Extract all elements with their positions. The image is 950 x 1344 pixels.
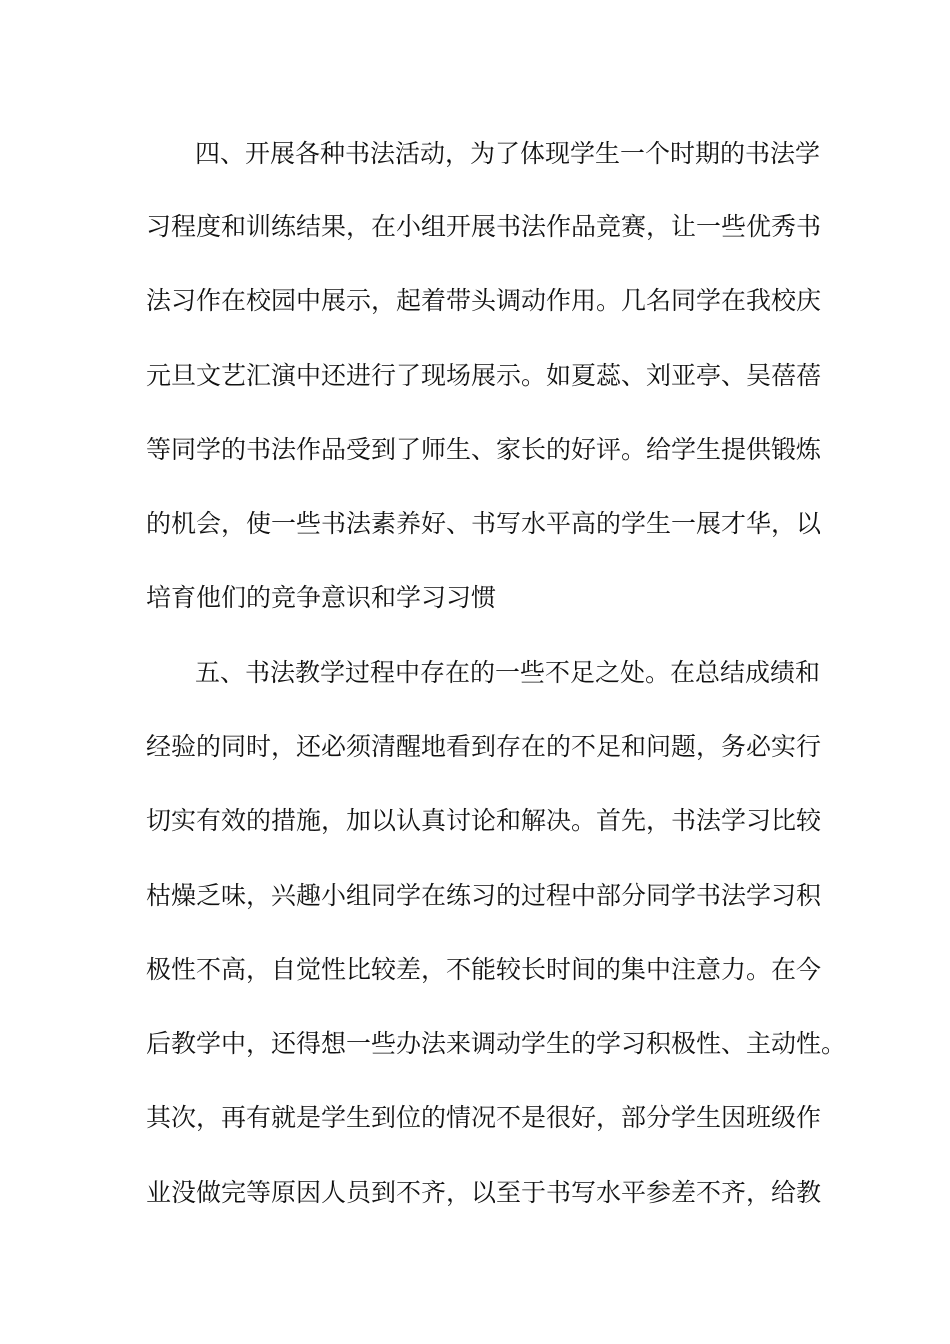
paragraph-5-line-8: 业没做完等原因人员到不齐，以至于书写水平参差不齐，给教: [146, 1178, 822, 1207]
paragraph-5-line-3: 切实有效的措施，加以认真讨论和解决。首先，书法学习比较: [146, 806, 822, 835]
paragraph-4-line-7: 培育他们的竞争意识和学习习惯: [146, 583, 497, 612]
paragraph-5-line-1: 五、书法教学过程中存在的一些不足之处。在总结成绩和: [195, 658, 821, 687]
paragraph-4-line-3: 法习作在校园中展示，起着带头调动作用。几名同学在我校庆: [146, 286, 822, 315]
paragraph-4-line-4: 元旦文艺汇演中还进行了现场展示。如夏蕊、刘亚亭、吴蓓蓓: [146, 361, 822, 390]
paragraph-5-line-2: 经验的同时，还必须清醒地看到存在的不足和问题，务必实行: [146, 732, 822, 761]
paragraph-5-line-4: 枯燥乏味，兴趣小组同学在练习的过程中部分同学书法学习积: [146, 881, 822, 910]
paragraph-5-line-5: 极性不高，自觉性比较差，不能较长时间的集中注意力。在今: [146, 955, 822, 984]
paragraph-4-line-2: 习程度和训练结果，在小组开展书法作品竞赛，让一些优秀书: [146, 212, 822, 241]
paragraph-5-line-6: 后教学中，还得想一些办法来调动学生的学习积极性、主动性。: [146, 1029, 847, 1058]
paragraph-4-line-5: 等同学的书法作品受到了师生、家长的好评。给学生提供锻炼: [146, 435, 822, 464]
paragraph-4-line-1: 四、开展各种书法活动，为了体现学生一个时期的书法学: [195, 139, 821, 168]
paragraph-4-line-6: 的机会，使一些书法素养好、书写水平高的学生一展才华，以: [146, 509, 822, 538]
paragraph-5-line-7: 其次，再有就是学生到位的情况不是很好，部分学生因班级作: [146, 1103, 822, 1132]
